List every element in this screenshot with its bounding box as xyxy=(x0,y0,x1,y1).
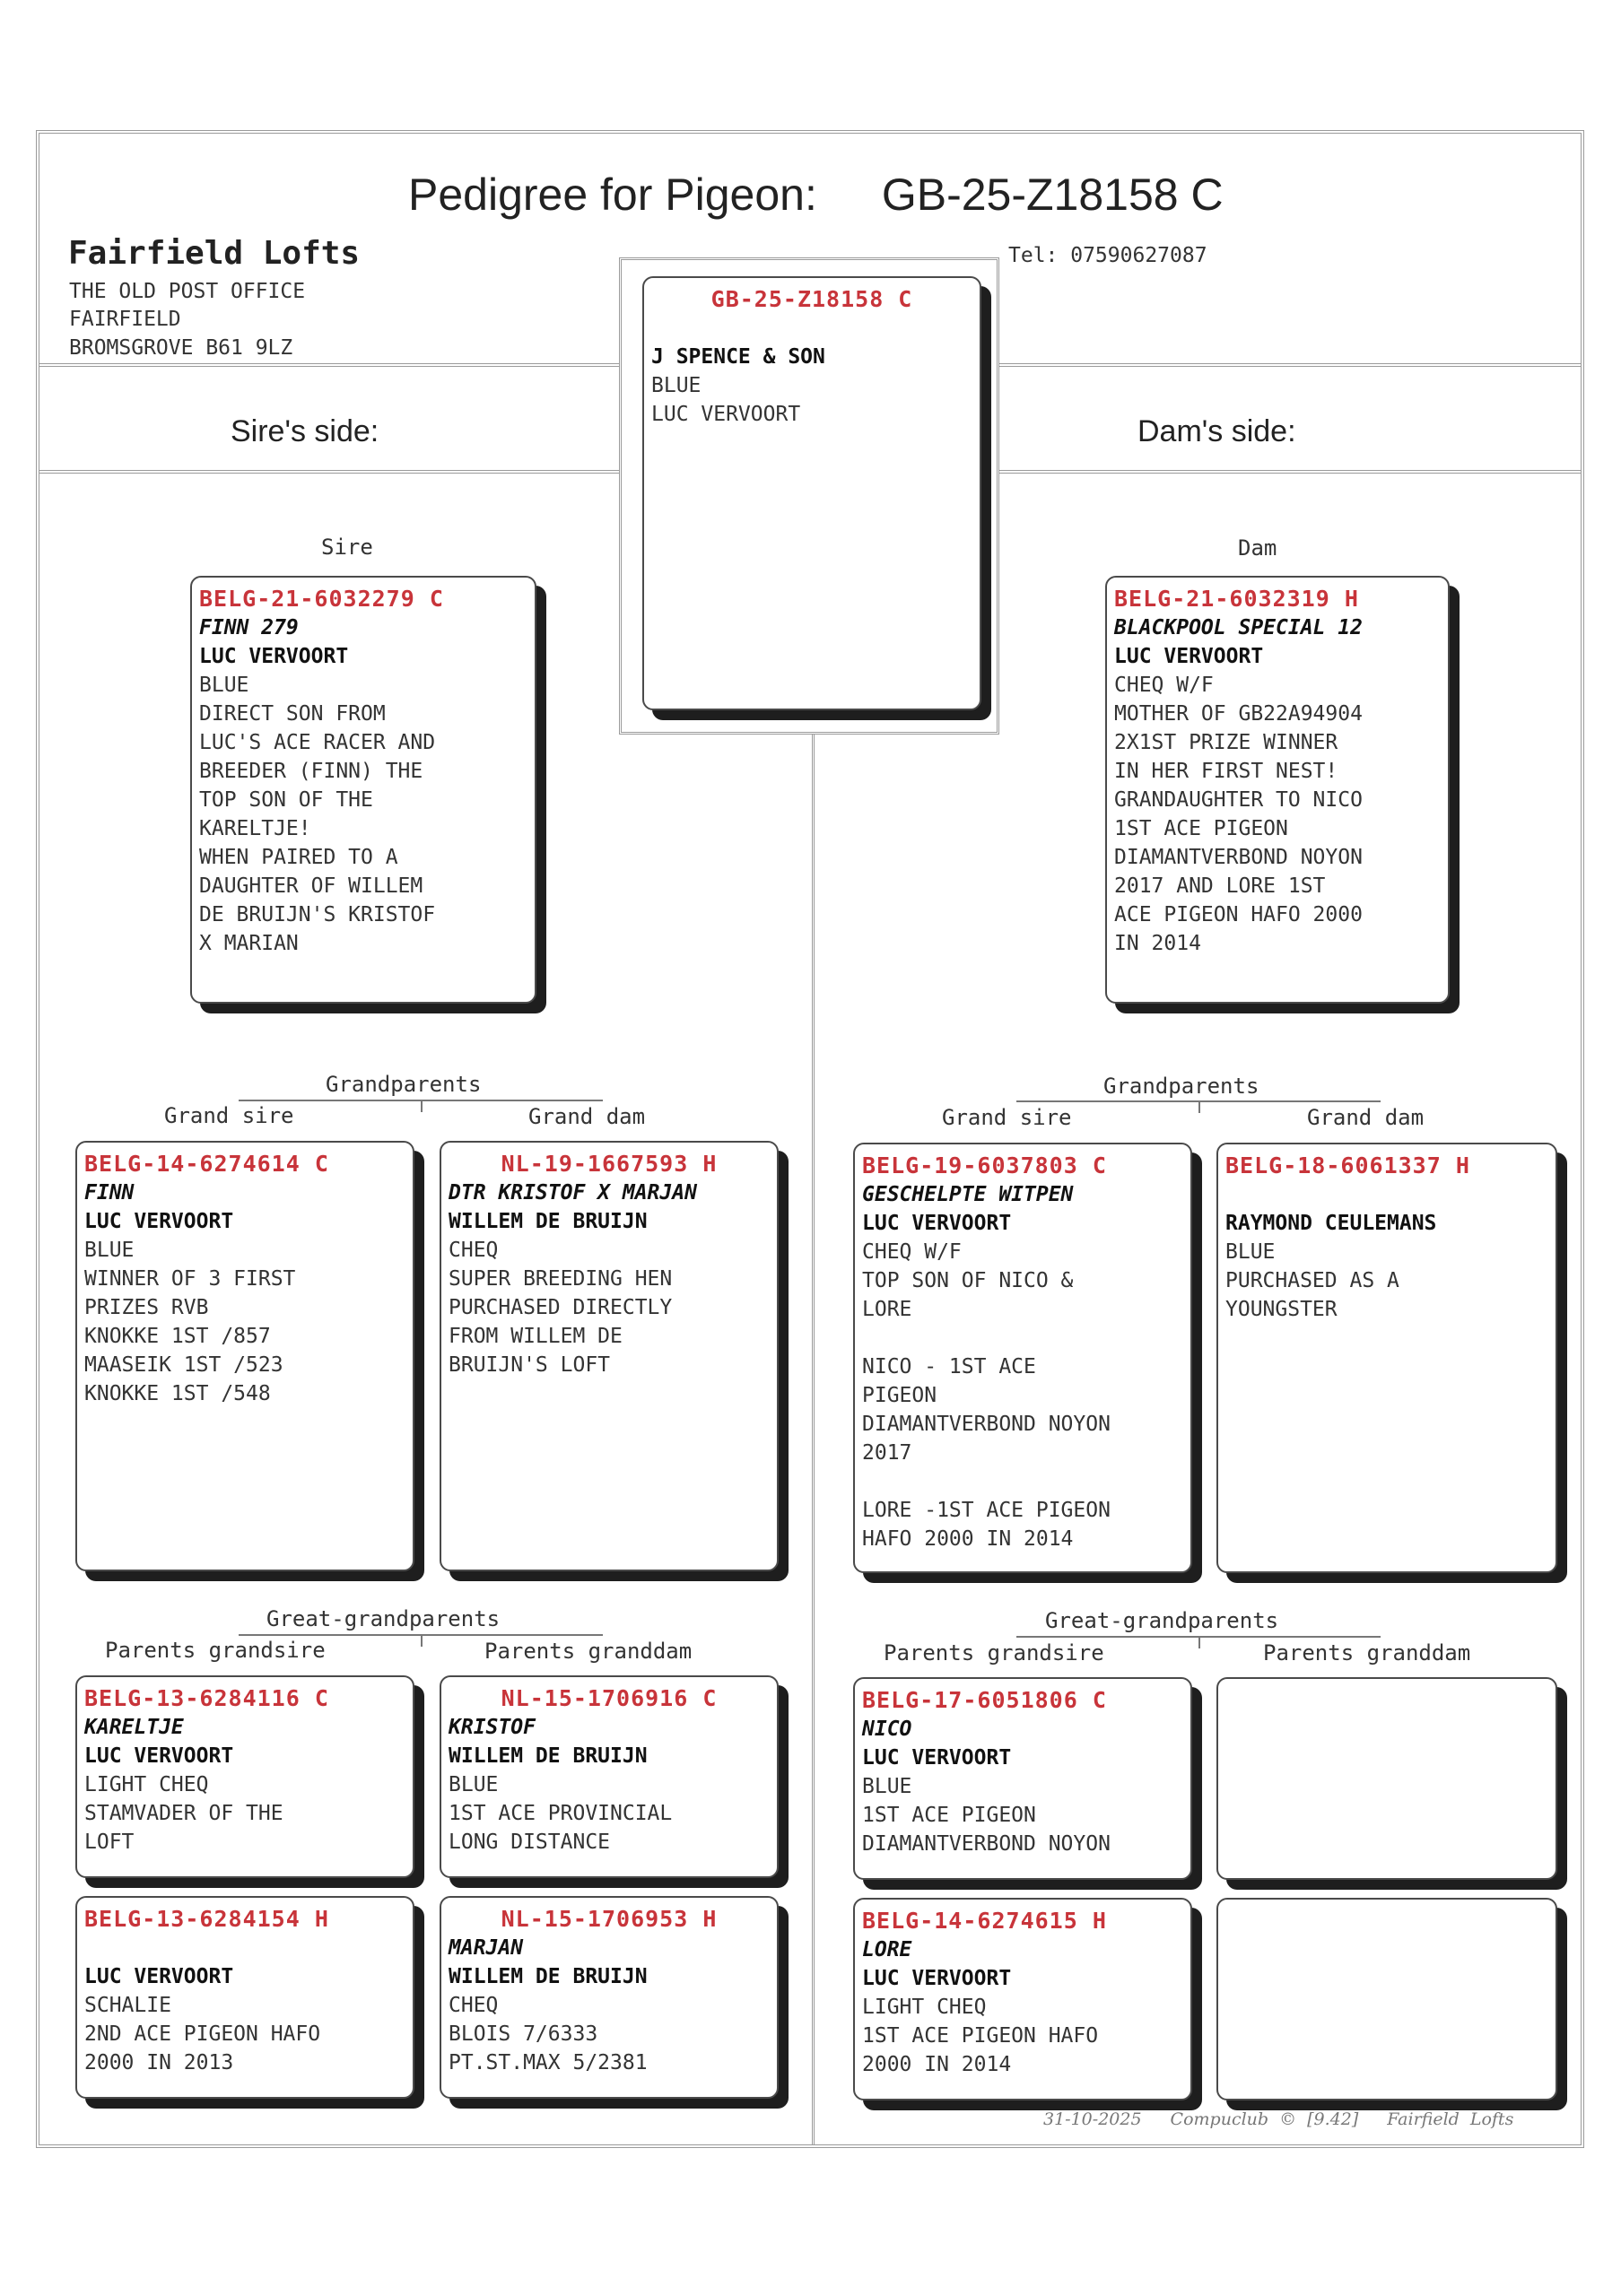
ggp-note: 2000 IN 2014 xyxy=(862,2053,1012,2076)
ggp-name: MARJAN xyxy=(449,1936,524,1960)
ggp-ring: BELG-17-6051806 C xyxy=(862,1687,1107,1713)
great-grandparent-card-1[interactable] xyxy=(75,1675,414,1878)
sire-name: FINN 279 xyxy=(199,616,299,639)
ggp-breeder: LUC VERVOORT xyxy=(84,1744,234,1768)
grand-dam-note: BLUE xyxy=(1225,1240,1276,1264)
dam-note: MOTHER OF GB22A94904 xyxy=(1114,702,1363,726)
footer-date: 31-10-2025 xyxy=(1043,2109,1142,2129)
sire-note: TOP SON OF THE xyxy=(199,788,373,812)
grand-dam-name xyxy=(1225,1180,1548,1209)
address-line-3: BROMSGROVE B61 9LZ xyxy=(69,336,293,360)
ggp-ring: BELG-13-6284154 H xyxy=(84,1906,329,1932)
ggp-note: 2000 IN 2013 xyxy=(84,2051,234,2074)
grand-sire-note: HAFO 2000 IN 2014 xyxy=(862,1527,1074,1551)
grand-sire-name: GESCHELPTE WITPEN xyxy=(862,1183,1074,1206)
page-title xyxy=(408,169,1224,221)
grand-sire-note: TOP SON OF NICO & xyxy=(862,1269,1074,1292)
grand-dam-card-dam-side[interactable] xyxy=(1216,1143,1557,1573)
dam-note: 1ST ACE PIGEON xyxy=(1114,817,1288,840)
ggp-note: BLOIS 7/6333 xyxy=(449,2022,598,2046)
grand-dam-ring: NL-19-1667593 H xyxy=(501,1151,718,1177)
ggp-note: STAMVADER OF THE xyxy=(84,1802,283,1825)
ggp-note: 1ST ACE PIGEON HAFO xyxy=(862,2024,1099,2048)
title-prefix: Pedigree for Pigeon: xyxy=(408,170,817,220)
dam-note: IN 2014 xyxy=(1114,932,1201,955)
sires-side-label: Sire's side: xyxy=(231,414,379,448)
grand-dam-name: DTR KRISTOF X MARJAN xyxy=(449,1181,697,1205)
dam-note: 2X1ST PRIZE WINNER xyxy=(1114,731,1338,754)
grand-sire-card-sire-side[interactable] xyxy=(75,1141,414,1571)
ggp-note: LONG DISTANCE xyxy=(449,1831,611,1854)
parents-grandsire-label-d: Parents grandsire xyxy=(884,1640,1104,1665)
grand-sire-note: PRIZES RVB xyxy=(84,1296,209,1319)
ggp-name: KRISTOF xyxy=(449,1716,536,1739)
grand-sire-note: LORE xyxy=(862,1298,912,1321)
ggp-name: NICO xyxy=(862,1718,912,1741)
ggp-note: SCHALIE xyxy=(84,1994,171,2017)
address-line-1: THE OLD POST OFFICE xyxy=(69,280,306,303)
great-grandparents-label-dam-side: Great-grandparents xyxy=(1045,1608,1279,1633)
ggp-note: LOFT xyxy=(84,1831,135,1854)
grand-sire-note xyxy=(862,1324,1183,1352)
ggp-breeder: WILLEM DE BRUIJN xyxy=(449,1965,648,1988)
grand-sire-card-dam-side[interactable] xyxy=(853,1143,1192,1573)
sire-breeder: LUC VERVOORT xyxy=(199,645,349,668)
dams-side-label: Dam's side: xyxy=(1137,414,1296,448)
grand-sire-note: CHEQ W/F xyxy=(862,1240,962,1264)
divider-center xyxy=(812,735,815,2144)
loft-name: Fairfield Lofts xyxy=(68,235,361,272)
dam-note: ACE PIGEON HAFO 2000 xyxy=(1114,903,1363,926)
ggp-name: LORE xyxy=(862,1938,912,1961)
great-grandparent-card-3[interactable] xyxy=(853,1677,1192,1880)
footer-software: Compuclub © [9.42] xyxy=(1170,2109,1359,2129)
grandparents-label-sire-side: Grandparents xyxy=(326,1072,482,1097)
grand-dam-note: PURCHASED AS A xyxy=(1225,1269,1399,1292)
ggp-name: KARELTJE xyxy=(84,1716,184,1739)
grand-sire-ring: BELG-14-6274614 C xyxy=(84,1151,329,1177)
sire-note: DAUGHTER OF WILLEM xyxy=(199,874,423,898)
subject-colour: BLUE xyxy=(651,374,702,397)
dam-name: BLACKPOOL SPECIAL 12 xyxy=(1114,616,1363,639)
ggp-note: LIGHT CHEQ xyxy=(862,1996,987,2019)
grand-dam-label-s: Grand dam xyxy=(528,1104,646,1129)
sire-card[interactable] xyxy=(190,576,536,1004)
dam-note: GRANDAUGHTER TO NICO xyxy=(1114,788,1363,812)
ggp-ring: NL-15-1706953 H xyxy=(501,1906,718,1932)
dam-card[interactable] xyxy=(1105,576,1450,1004)
great-grandparent-card-empty-2[interactable] xyxy=(1216,1898,1557,2100)
great-grandparent-card-empty-1[interactable] xyxy=(1216,1677,1557,1880)
ggp-breeder: WILLEM DE BRUIJN xyxy=(449,1744,648,1768)
grand-dam-note: BRUIJN'S LOFT xyxy=(449,1353,611,1377)
ggp-note: DIAMANTVERBOND NOYON xyxy=(862,1832,1111,1856)
grand-dam-breeder: WILLEM DE BRUIJN xyxy=(449,1210,648,1233)
grand-sire-note: WINNER OF 3 FIRST xyxy=(84,1267,296,1291)
subject-ring: GB-25-Z18158 C xyxy=(710,286,913,312)
divider-header-left xyxy=(39,363,619,367)
ggp-note: 2ND ACE PIGEON HAFO xyxy=(84,2022,321,2046)
sire-ring: BELG-21-6032279 C xyxy=(199,586,444,612)
dam-note: IN HER FIRST NEST! xyxy=(1114,760,1338,783)
dam-breeder: LUC VERVOORT xyxy=(1114,645,1264,668)
ggp-breeder: LUC VERVOORT xyxy=(84,1965,234,1988)
subject-card[interactable] xyxy=(642,276,981,710)
grandparents-label-dam-side: Grandparents xyxy=(1103,1074,1259,1099)
grand-sire-breeder: LUC VERVOORT xyxy=(862,1212,1012,1235)
ggp-name xyxy=(84,1934,405,1962)
ggp-note: 1ST ACE PROVINCIAL xyxy=(449,1802,673,1825)
ggp-note: CHEQ xyxy=(449,1994,499,2017)
sire-note: X MARIAN xyxy=(199,932,299,955)
grand-dam-card-sire-side[interactable] xyxy=(440,1141,779,1571)
grand-sire-note: 2017 xyxy=(862,1441,912,1465)
great-grandparent-card-5[interactable] xyxy=(440,1896,779,2099)
sire-note: WHEN PAIRED TO A xyxy=(199,846,398,869)
grand-dam-breeder: RAYMOND CEULEMANS xyxy=(1225,1212,1437,1235)
grand-dam-label-d: Grand dam xyxy=(1307,1105,1425,1130)
grand-sire-note: KNOKKE 1ST /548 xyxy=(84,1382,271,1405)
sire-note: DE BRUIJN'S KRISTOF xyxy=(199,903,436,926)
grand-sire-note: PIGEON xyxy=(862,1384,937,1407)
ggp-note: BLUE xyxy=(862,1775,912,1798)
grand-sire-label-d: Grand sire xyxy=(942,1105,1072,1130)
grand-sire-note: KNOKKE 1ST /857 xyxy=(84,1325,271,1348)
dam-note: CHEQ W/F xyxy=(1114,674,1214,697)
sire-note: KARELTJE! xyxy=(199,817,311,840)
great-grandparent-card-4[interactable] xyxy=(75,1896,414,2099)
footer-loft: Fairfield Lofts xyxy=(1387,2109,1514,2129)
sire-label: Sire xyxy=(321,535,373,560)
ggp-note: 1ST ACE PIGEON xyxy=(862,1804,1036,1827)
grand-sire-note: DIAMANTVERBOND NOYON xyxy=(862,1413,1111,1436)
grand-dam-note: YOUNGSTER xyxy=(1225,1298,1338,1321)
ggp-note: LIGHT CHEQ xyxy=(84,1773,209,1796)
title-ring-number: GB-25-Z18158 C xyxy=(881,170,1224,220)
sire-note: BREEDER (FINN) THE xyxy=(199,760,423,783)
divider-sides-left xyxy=(39,470,619,474)
grand-sire-note: BLUE xyxy=(84,1239,135,1262)
grand-sire-note: MAASEIK 1ST /523 xyxy=(84,1353,283,1377)
grand-dam-ring: BELG-18-6061337 H xyxy=(1225,1152,1470,1178)
grand-sire-note: LORE -1ST ACE PIGEON xyxy=(862,1499,1111,1522)
footer xyxy=(1043,2109,1542,2129)
sire-note: DIRECT SON FROM xyxy=(199,702,386,726)
sire-note: BLUE xyxy=(199,674,249,697)
dam-note: 2017 AND LORE 1ST xyxy=(1114,874,1326,898)
address-line-2: FAIRFIELD xyxy=(69,308,181,331)
ggp-ring: NL-15-1706916 C xyxy=(501,1685,718,1711)
grand-sire-ring: BELG-19-6037803 C xyxy=(862,1152,1107,1178)
great-grandparent-card-2[interactable] xyxy=(440,1675,779,1878)
grand-sire-breeder: LUC VERVOORT xyxy=(84,1210,234,1233)
grand-dam-note: CHEQ xyxy=(449,1239,499,1262)
grand-sire-note xyxy=(862,1467,1183,1496)
grand-sire-name: FINN xyxy=(84,1181,135,1205)
dam-label: Dam xyxy=(1238,535,1277,561)
divider-header-right xyxy=(999,363,1581,367)
divider-sides-right xyxy=(999,470,1581,474)
ggp-ring: BELG-14-6274615 H xyxy=(862,1908,1107,1934)
parents-granddam-label-d: Parents granddam xyxy=(1263,1640,1471,1665)
grand-dam-note: SUPER BREEDING HEN xyxy=(449,1267,673,1291)
grand-sire-note: NICO - 1ST ACE xyxy=(862,1355,1036,1378)
telephone: Tel: 07590627087 xyxy=(1008,244,1207,267)
ggp-note: BLUE xyxy=(449,1773,499,1796)
dam-note: DIAMANTVERBOND NOYON xyxy=(1114,846,1363,869)
dam-ring: BELG-21-6032319 H xyxy=(1114,586,1359,612)
grand-sire-label-s: Grand sire xyxy=(164,1103,294,1128)
sire-note: LUC'S ACE RACER AND xyxy=(199,731,436,754)
ggp-ring: BELG-13-6284116 C xyxy=(84,1685,329,1711)
great-grandparents-label-sire-side: Great-grandparents xyxy=(266,1606,501,1631)
parents-grandsire-label-s: Parents grandsire xyxy=(105,1638,326,1663)
ggp-breeder: LUC VERVOORT xyxy=(862,1746,1012,1770)
parents-granddam-label-s: Parents granddam xyxy=(484,1639,693,1664)
great-grandparent-card-6[interactable] xyxy=(853,1898,1192,2100)
ggp-breeder: LUC VERVOORT xyxy=(862,1967,1012,1990)
ggp-note: PT.ST.MAX 5/2381 xyxy=(449,2051,648,2074)
grand-dam-note: PURCHASED DIRECTLY xyxy=(449,1296,673,1319)
subject-owner: J SPENCE & SON xyxy=(651,345,825,369)
subject-breeder: LUC VERVOORT xyxy=(651,403,801,426)
grand-dam-note: FROM WILLEM DE xyxy=(449,1325,623,1348)
